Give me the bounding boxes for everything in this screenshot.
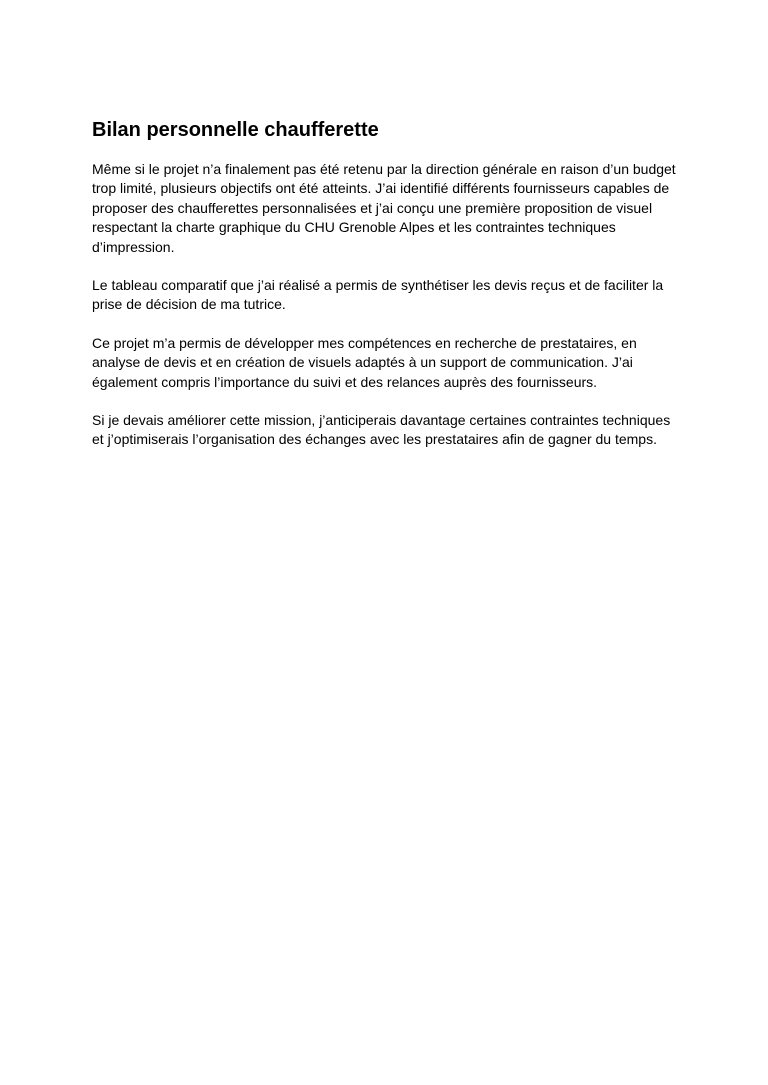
document-title: Bilan personnelle chaufferette (92, 119, 379, 141)
document-content (92, 117, 684, 469)
paragraph-project-outcome: Même si le projet n’a finalement pas été retenu par la direction générale en raison d’un budget trop limité, plusieurs objectifs ont été atteints. J’ai identifié différents fournisseurs capables de proposer des chaufferettes personnalisées et j’ai conçu une première proposition de visuel respectant la charte graphique du CHU Grenoble Alpes et les contraintes techniques d’impression. (92, 161, 676, 255)
paragraph-skills-developed: Ce projet m’a permis de développer mes compétences en recherche de prestataires, en analyse de devis et en création de visuels adaptés à un support de communication. J’ai également compris l’importance du suivi et des relances auprès des fournisseurs. (92, 334, 637, 390)
paragraph-improvements: Si je devais améliorer cette mission, j’anticiperais davantage certaines contraintes techniques et j’optimiserais l’organisation des échanges avec les prestataires afin de gagner du temps. (92, 412, 671, 448)
paragraph-comparison-table: Le tableau comparatif que j’ai réalisé a permis de synthétiser les devis reçus et de faciliter la prise de décision de ma tutrice. (92, 277, 664, 313)
